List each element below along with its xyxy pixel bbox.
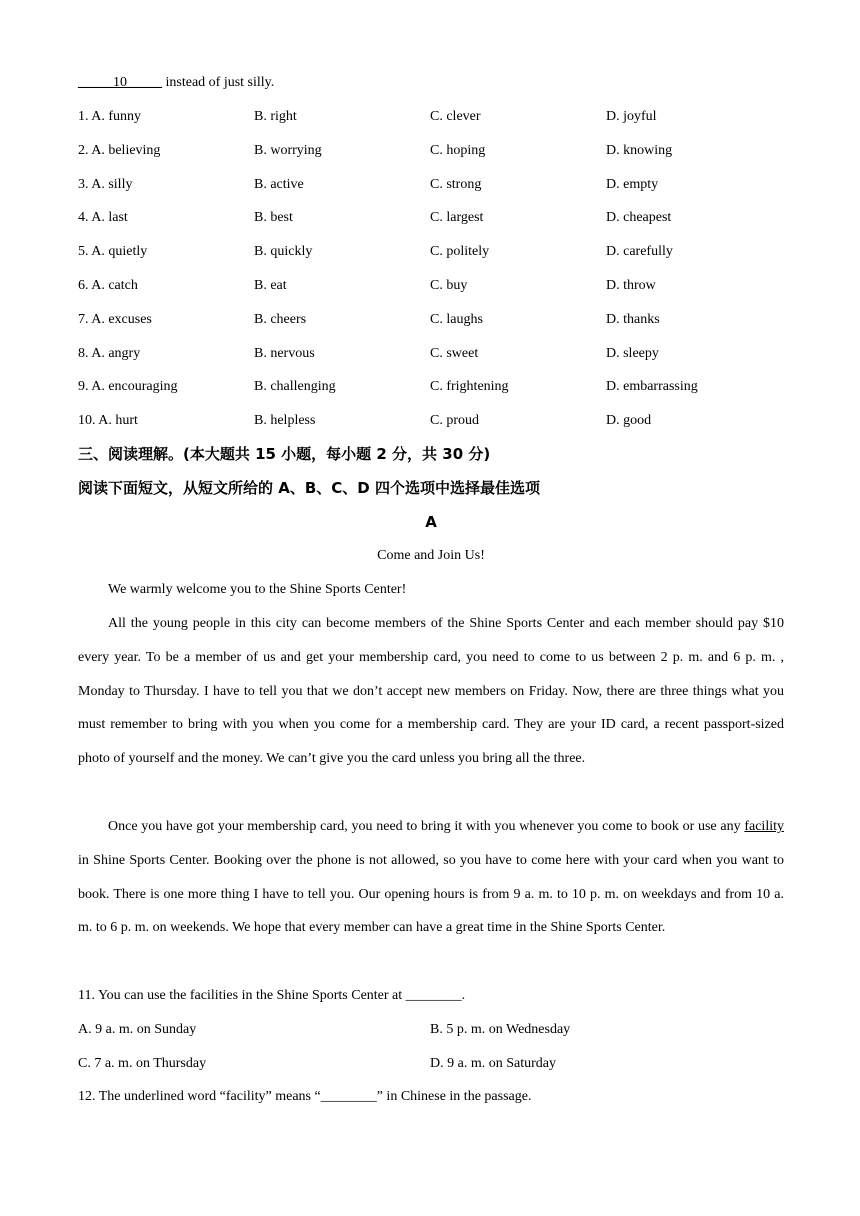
passage-paragraph-1: We warmly welcome you to the Shine Sports Center! bbox=[108, 582, 407, 597]
option-row bbox=[78, 411, 784, 431]
option-row bbox=[78, 310, 784, 330]
passage-paragraph-2: All the young people in this city can become members of the Shine Sports Center and each member should pay $10 every year. To be a member of us and get your membership card, you need to come to us between 2 p. m. and 6 p. m. , Monday to Thursday. I have to tell you that we don’t accept new members on Friday. Now, there are three things what you must remember to bring with you when you come for a membership card. They are your ID card, a recent passport-sized photo of yourself and the money. We can’t give you the card unless you bring all the three. bbox=[78, 616, 784, 767]
passage-paragraph-3 bbox=[78, 810, 784, 945]
passage-title: Come and Join Us! bbox=[377, 548, 485, 563]
blank-10: _____10_____ bbox=[78, 75, 162, 90]
option-b: B. cheers bbox=[254, 311, 307, 327]
question-12-stem: 12. The underlined word “facility” means “________” in Chinese in the passage. bbox=[78, 1089, 532, 1104]
option-c: C. politely bbox=[430, 244, 490, 260]
option-d: D. good bbox=[606, 413, 652, 429]
option-a: 7. A. excuses bbox=[78, 311, 152, 327]
question-11-option-b: B. 5 p. m. on Wednesday bbox=[430, 1022, 571, 1037]
question-11-option-a: A. 9 a. m. on Sunday bbox=[78, 1022, 197, 1037]
option-b: B. active bbox=[254, 176, 304, 192]
option-row bbox=[78, 208, 784, 228]
underlined-word-facility: facility bbox=[744, 819, 784, 834]
option-row bbox=[78, 141, 784, 161]
question-11-stem: 11. You can use the facilities in the Shine Sports Center at ________. bbox=[78, 988, 466, 1003]
option-b: B. right bbox=[254, 109, 297, 124]
option-b: B. quickly bbox=[254, 244, 313, 260]
question-11-option-d: D. 9 a. m. on Saturday bbox=[430, 1056, 556, 1071]
option-row bbox=[78, 276, 784, 296]
option-c: C. frightening bbox=[430, 379, 509, 395]
option-d: D. embarrassing bbox=[606, 379, 698, 395]
option-c: C. clever bbox=[430, 109, 481, 124]
option-a: 9. A. encouraging bbox=[78, 379, 178, 395]
option-c: C. hoping bbox=[430, 142, 486, 158]
option-d: D. cheapest bbox=[606, 210, 672, 226]
passage-letter: A bbox=[425, 513, 437, 531]
option-a: 6. A. catch bbox=[78, 278, 138, 293]
option-a: 10. A. hurt bbox=[78, 413, 138, 429]
option-a: 5. A. quietly bbox=[78, 244, 148, 260]
option-d: D. sleepy bbox=[606, 345, 659, 361]
paragraph-3-text-a: Once you have got your membership card, you need to bring it with you whenever you come to book or use any bbox=[108, 819, 745, 834]
option-a: 4. A. last bbox=[78, 210, 128, 226]
option-c: C. laughs bbox=[430, 311, 483, 327]
option-d: D. throw bbox=[606, 278, 656, 293]
option-c: C. strong bbox=[430, 176, 482, 192]
option-d: D. empty bbox=[606, 176, 659, 192]
option-a: 2. A. believing bbox=[78, 142, 161, 158]
option-b: B. eat bbox=[254, 278, 287, 293]
question-11-option-c: C. 7 a. m. on Thursday bbox=[78, 1056, 207, 1071]
option-row bbox=[78, 344, 784, 364]
option-d: D. thanks bbox=[606, 311, 660, 327]
section-instruction: 阅读下面短文，从短文所给的 A、B、C、D 四个选项中选择最佳选项 bbox=[78, 479, 540, 497]
option-b: B. best bbox=[254, 210, 293, 226]
paragraph-3-text-b: in Shine Sports Center. Booking over the phone is not allowed, so you have to come here with your card when you want to book. There is one more thing I have to tell you. Our opening hours is from 9 a. m. to 10 p. m. on weekdays and from 10 a. m. to 6 p. m. on weekends. We hope that every member can have a great time in the Shine Sports Center. bbox=[78, 852, 784, 936]
option-c: C. proud bbox=[430, 413, 479, 429]
option-d: D. knowing bbox=[606, 142, 673, 158]
option-d: D. joyful bbox=[606, 109, 657, 124]
option-b: B. challenging bbox=[254, 379, 336, 395]
cloze-tail-text: instead of just silly. bbox=[162, 75, 275, 90]
option-a: 3. A. silly bbox=[78, 176, 133, 192]
option-b: B. nervous bbox=[254, 345, 315, 361]
option-b: B. worrying bbox=[254, 142, 322, 158]
section-heading: 三、阅读理解。(本大题共 15 小题，每小题 2 分，共 30 分) bbox=[78, 445, 491, 463]
option-row bbox=[78, 242, 784, 262]
cloze-last-line bbox=[78, 73, 274, 93]
option-d: D. carefully bbox=[606, 244, 673, 260]
option-row bbox=[78, 377, 784, 397]
option-a: 8. A. angry bbox=[78, 345, 141, 361]
option-a: 1. A. funny bbox=[78, 109, 141, 124]
option-row bbox=[78, 175, 784, 195]
option-c: C. sweet bbox=[430, 345, 479, 361]
option-b: B. helpless bbox=[254, 413, 316, 429]
option-c: C. largest bbox=[430, 210, 484, 226]
option-c: C. buy bbox=[430, 278, 468, 293]
option-row bbox=[78, 107, 784, 127]
